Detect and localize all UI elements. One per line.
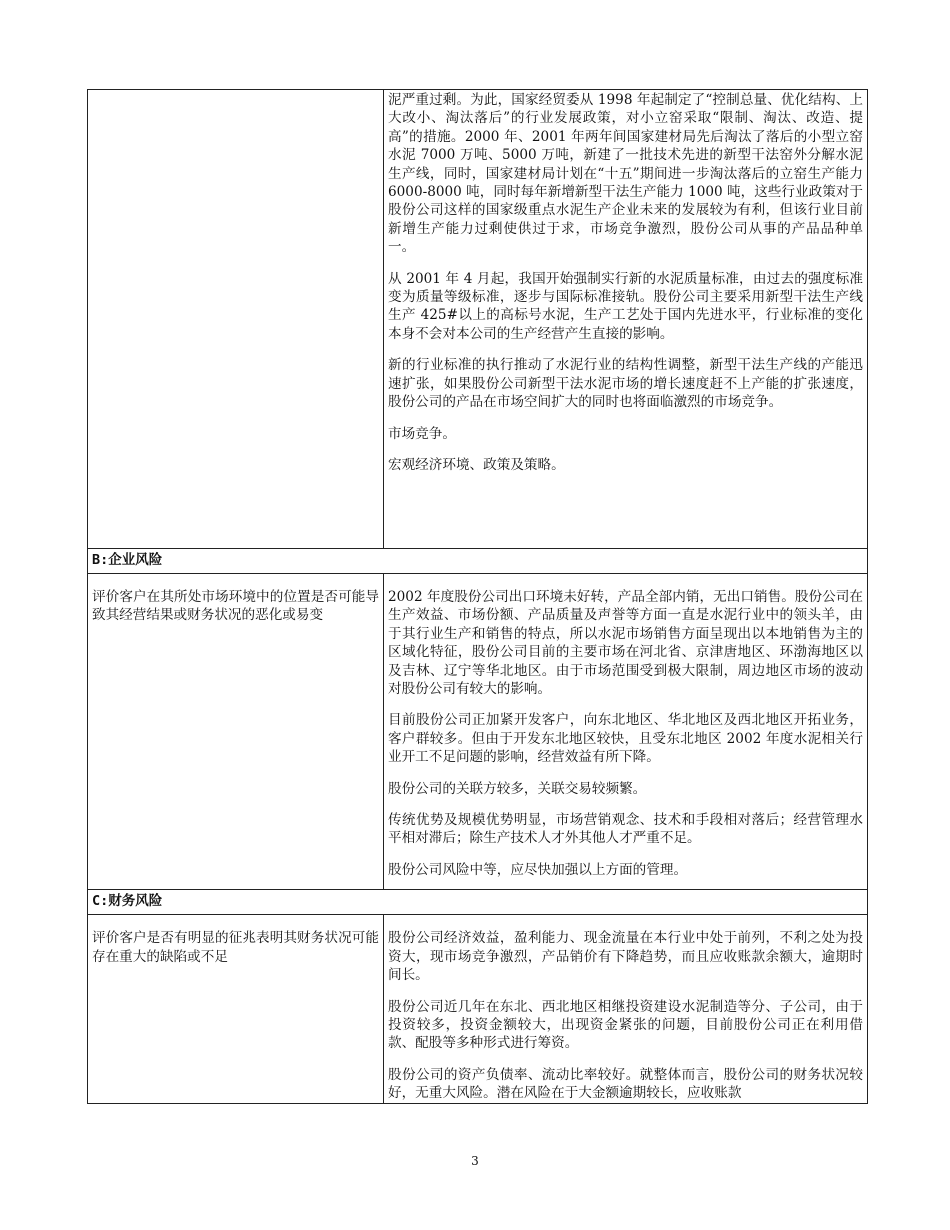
market-paragraph: 新的行业标准的执行推动了水泥行业的结构性调整，新型干法生产线的产能迅速扩张，如果股份公司新型干法水泥市场的增长速度赶不上产能的扩张速度，股份公司的产品在市场空间扩大的同时也将面临激烈的市场竞争。: [388, 357, 863, 411]
table-row-financial-content: [88, 915, 868, 1103]
enterprise-risk-description: 评价客户在其所处市场环境中的位置是否可能导致其经营结果或财务状况的恶化或易变: [92, 589, 379, 624]
enterprise-paragraph: 股份公司风险中等，应尽快加强以上方面的管理。: [388, 861, 688, 878]
market-paragraph: 市场竞争。: [388, 425, 456, 442]
enterprise-paragraph: 2002 年度股份公司出口环境未好转，产品全部内销，无出口销售。股份公司在生产效益、市场份额、产品质量及声誉等方面一直是水泥行业中的领头羊，由于其行业生产和销售的特点，所以水泥市场销售方面呈现出以本地销售为主的区域化特征，股份公司目前的主要市场在河北省、京津唐地区、环渤海地区以及吉林、辽宁等华北地区。由于市场范围受到极大限制，周边地区市场的波动对股份公司有较大的影响。: [388, 589, 863, 698]
enterprise-risk-heading: B:企业风险: [92, 552, 163, 568]
financial-paragraph: 股份公司近几年在东北、西北地区相继投资建设水泥制造等分、子公司，由于投资较多，投资金额较大，出现资金紧张的问题，目前股份公司正在利用借款、配股等多种形式进行筹资。: [388, 998, 863, 1052]
market-paragraph: 泥严重过剩。为此，国家经贸委从 1998 年起制定了“控制总量、优化结构、上大改小、淘汰落后”的行业发展政策，对小立窑采取“限制、淘汰、改造、提高”的措施。2000 年、2001 年两年间国家建材局先后淘汰了落后的小型立窑水泥 7000 万吨、5000 万吨，新建了一批技术先进的新型干法窑外分解水泥生产线，同时，国家建材局计划在“十五”期间进一步淘汰落后的立窑生产能力 6000-8000 吨，同时每年新增新型干法生产能力 1000 吨，这些行业政策对于股份公司这样的国家级重点水泥生产企业未来的发展较为有利，但该行业目前新增生产能力过剩使供过于求，市场竞争激烈，股份公司从事的产品品种单一。: [388, 92, 863, 256]
table-row-market-continuation: [88, 90, 868, 549]
market-paragraph: 宏观经济环境、政策及策略。: [388, 456, 565, 473]
financial-risk-description: 评价客户是否有明显的征兆表明其财务状况可能存在重大的缺陷或不足: [92, 930, 379, 965]
market-right-cell: [384, 90, 868, 549]
enterprise-paragraph: 股份公司的关联方较多，关联交易较频繁。: [388, 780, 647, 797]
financial-risk-heading: C:财务风险: [92, 893, 163, 910]
enterprise-paragraph: 传统优势及规模优势明显，市场营销观念、技术和手段相对落后；经营管理水平相对滞后；除生产技术人才外其他人才严重不足。: [388, 812, 863, 847]
page-number: 3: [471, 1154, 479, 1168]
market-left-cell: [88, 90, 384, 549]
table-row-enterprise-content: [88, 574, 868, 890]
financial-heading-cell: [88, 890, 868, 915]
financial-paragraph: 股份公司经济效益，盈利能力、现金流量在本行业中处于前列，不利之处为投资大，现市场竞争激烈，产品销价有下降趋势，而且应收账款余额大，逾期时间长。: [388, 930, 863, 984]
enterprise-heading-cell: [88, 549, 868, 574]
enterprise-paragraph: 目前股份公司正加紧开发客户，向东北地区、华北地区及西北地区开拓业务，客户群较多。但由于开发东北地区较快，且受东北地区 2002 年度水泥相关行业开工不足问题的影响，经营效益有所下降。: [388, 712, 863, 766]
table-row-financial-heading: [88, 890, 868, 915]
enterprise-description-cell: [88, 574, 384, 890]
risk-assessment-table: [87, 89, 868, 1104]
market-paragraph: 从 2001 年 4 月起，我国开始强制实行新的水泥质量标准，由过去的强度标准变为质量等级标准，逐步与国际标准接轨。股份公司主要采用新型干法生产线生产 425#以上的高标号水泥，生产工艺处于国内先进水平，行业标准的变化本身不会对本公司的生产经营产生直接的影响。: [388, 270, 863, 342]
table-row-enterprise-heading: [88, 549, 868, 574]
financial-paragraph: 股份公司的资产负债率、流动比率较好。就整体而言，股份公司的财务状况较好，无重大风险。潜在风险在于大金额逾期较长，应收账款: [388, 1066, 863, 1102]
financial-analysis-cell: [384, 915, 868, 1103]
enterprise-analysis-cell: [384, 574, 868, 890]
financial-description-cell: [88, 915, 384, 1103]
